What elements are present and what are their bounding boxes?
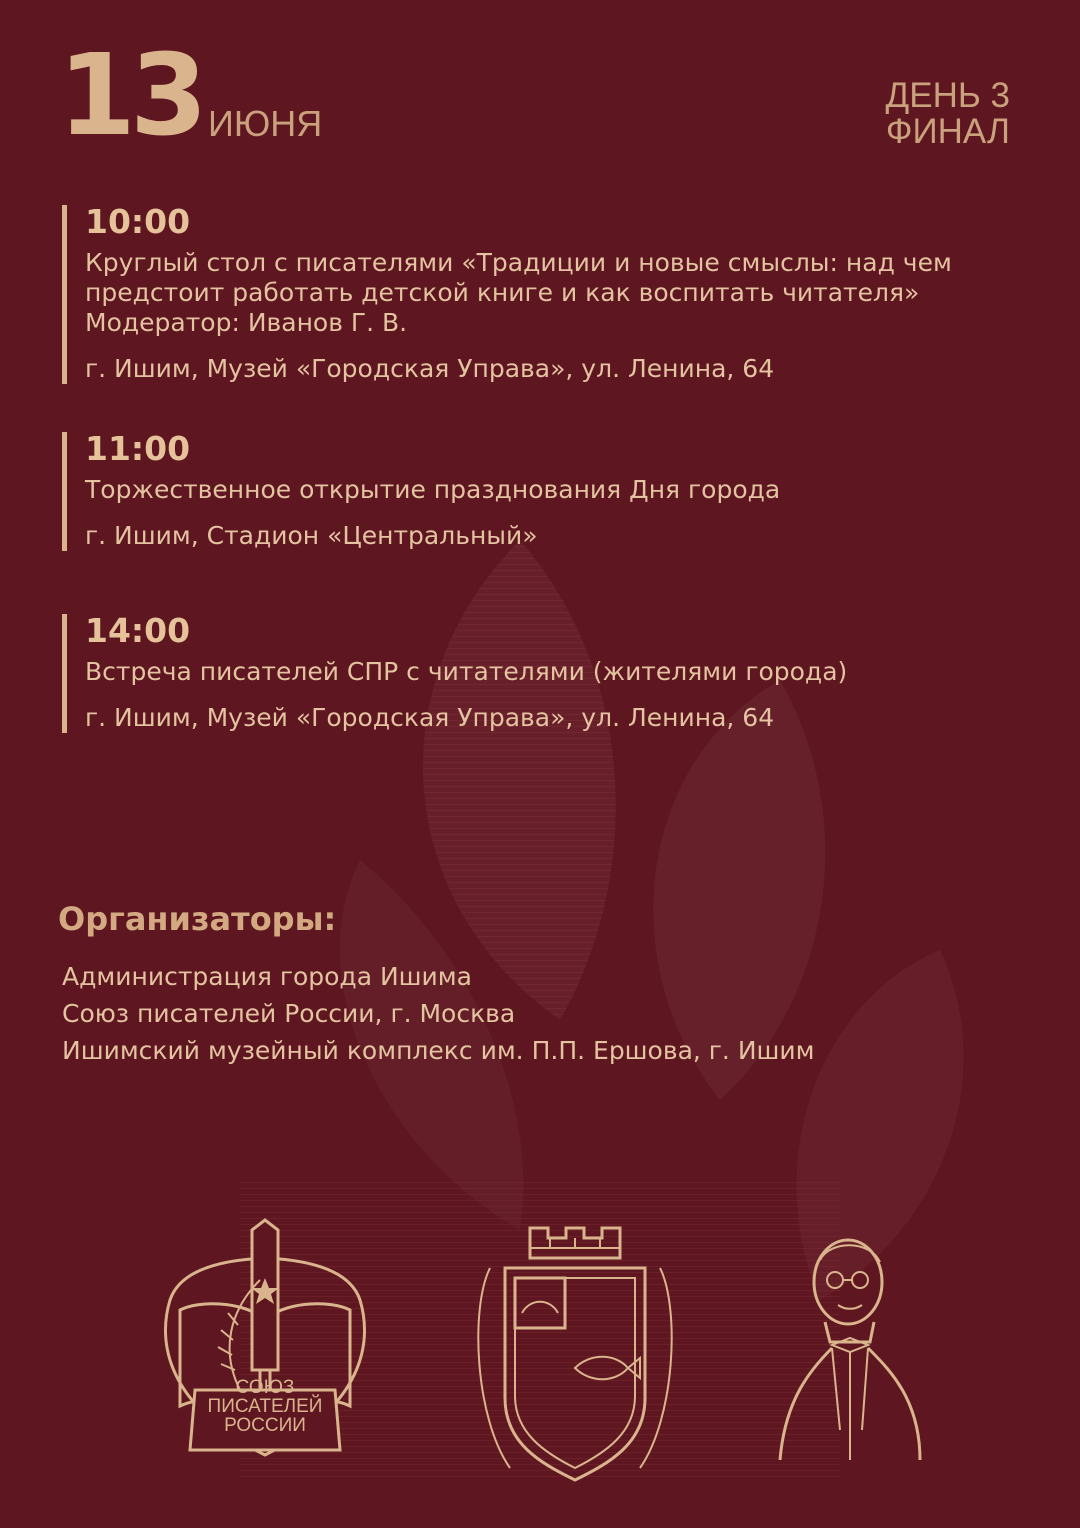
day-label <box>886 78 1010 150</box>
writers-union-emblem-text <box>190 1378 340 1435</box>
event-place: г. Ишим, Музей «Городская Управа», ул. Ленина, 64 <box>85 354 775 383</box>
stage-label: ФИНАЛ <box>885 112 1010 151</box>
city-coat-of-arms-icon <box>470 1218 680 1498</box>
event-place: г. Ишим, Стадион «Центральный» <box>85 521 538 550</box>
date-day-number: 13 <box>58 31 202 161</box>
event-item <box>62 202 1045 384</box>
organizers-list <box>62 958 815 1069</box>
day-number-label: ДЕНЬ 3 <box>885 76 1010 115</box>
emblem-text-line: РОССИИ <box>224 1415 306 1436</box>
organizer-item: Ишимский музейный комплекс им. П.П. Ершова, г. Ишим <box>62 1036 815 1065</box>
event-item <box>62 429 1045 551</box>
emblem-text-line: ПИСАТЕЛЕЙ <box>207 1396 323 1417</box>
organizer-item: Союз писателей России, г. Москва <box>62 999 516 1028</box>
event-time: 10:00 <box>85 202 191 241</box>
event-time: 11:00 <box>85 429 191 468</box>
emblem-text-line: СОЮЗ <box>235 1377 295 1398</box>
portrait-ershov-icon <box>770 1230 940 1470</box>
event-time: 14:00 <box>85 611 191 650</box>
event-title: Круглый стол с писателями «Традиции и новые смыслы: над чем предстоит работать детской книге и как воспитать читателя» Модератор: Иванов Г. В. <box>85 248 952 337</box>
event-title: Торжественное открытие празднования Дня города <box>85 475 781 504</box>
logos-row <box>0 1210 1080 1500</box>
date-month: ИЮНЯ <box>208 103 323 144</box>
event-place: г. Ишим, Музей «Городская Управа», ул. Ленина, 64 <box>85 703 775 732</box>
event-title: Встреча писателей СПР с читателями (жителями города) <box>85 657 848 686</box>
organizer-item: Администрация города Ишима <box>62 962 472 991</box>
organizers-heading: Организаторы: <box>58 900 337 938</box>
event-item <box>62 611 1045 733</box>
